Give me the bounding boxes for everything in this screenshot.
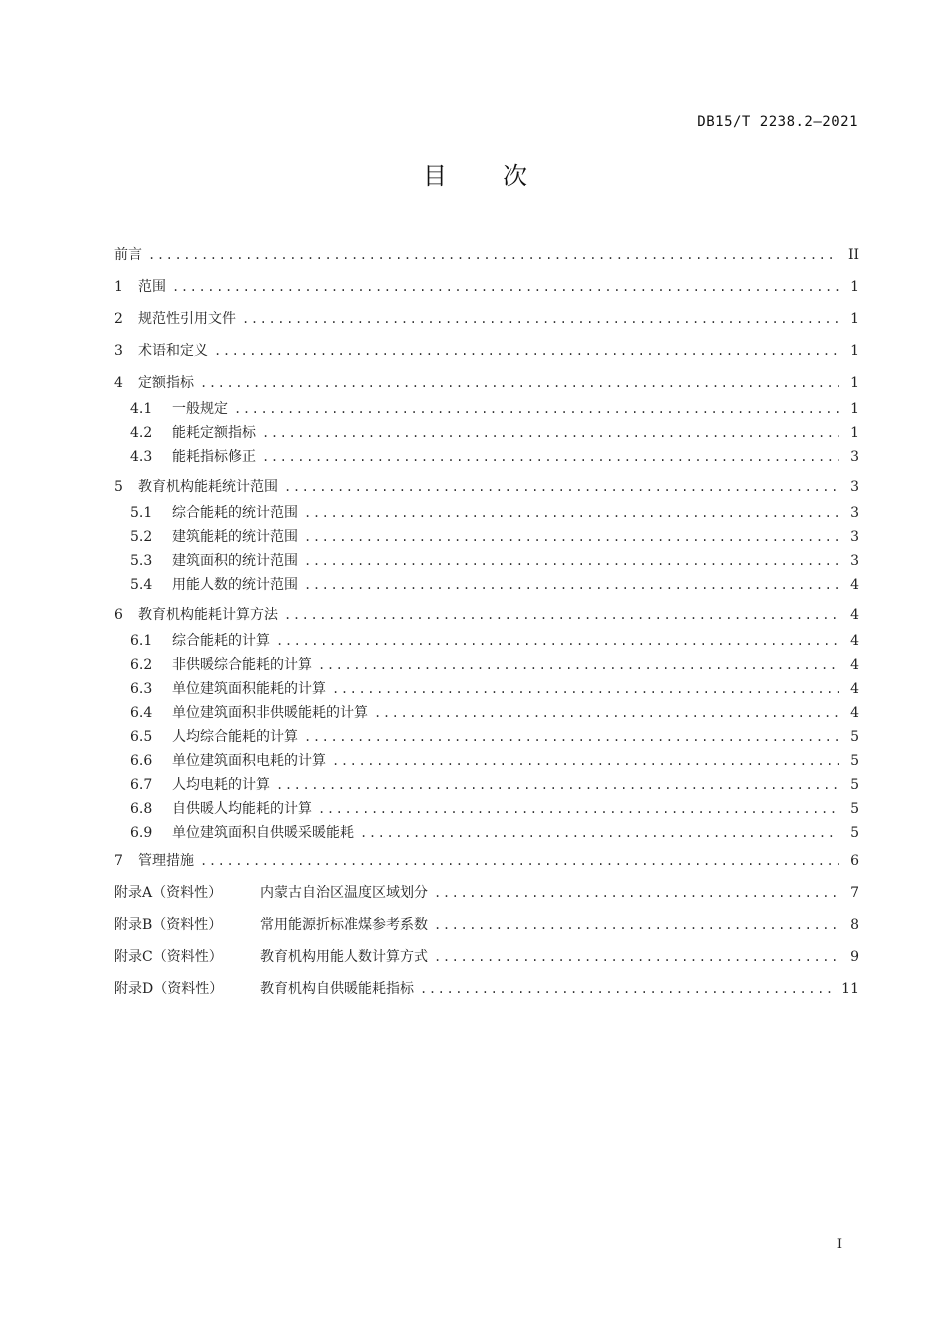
dot-leader	[318, 658, 839, 672]
dot-leader	[200, 376, 839, 390]
toc-entry-label	[114, 978, 414, 998]
toc-entry-label	[114, 604, 278, 624]
toc-entry-number: 附录D（资料性）	[114, 981, 224, 997]
toc-entry-title: 内蒙古自治区温度区域划分	[260, 885, 428, 901]
toc-entry-page: 4	[850, 577, 859, 593]
toc-entry[interactable]	[114, 850, 859, 870]
toc-entry-label	[114, 446, 256, 466]
toc-entry-page: 3	[850, 479, 859, 495]
toc-entry[interactable]	[114, 774, 859, 794]
toc-entry-number: 5.3	[130, 553, 153, 569]
dot-leader	[284, 608, 839, 622]
toc-entry-title: 建筑面积的统计范围	[172, 553, 298, 569]
toc-entry-page: 4	[850, 657, 859, 673]
dot-leader	[374, 706, 839, 720]
toc-entry-label	[114, 678, 326, 698]
toc-entry-label	[114, 774, 270, 794]
toc-entry-page: 1	[850, 343, 859, 359]
toc-entry[interactable]	[114, 726, 859, 746]
toc-entry-number: 6.8	[130, 801, 153, 817]
toc-entry[interactable]	[114, 574, 859, 594]
toc-entry-page: 3	[850, 553, 859, 569]
dot-leader	[318, 802, 839, 816]
toc-entry-label	[114, 550, 298, 570]
toc-entry[interactable]	[114, 372, 859, 392]
toc-entry[interactable]	[114, 702, 859, 722]
toc-entry-page: 1	[850, 311, 859, 327]
toc-entry-page: 6	[850, 853, 859, 869]
dot-leader	[332, 682, 839, 696]
toc-entry-label	[114, 822, 354, 842]
dot-leader	[242, 312, 839, 326]
toc-entry-page: 1	[850, 375, 859, 391]
toc-entry-label	[114, 946, 428, 966]
toc-entry[interactable]	[114, 502, 859, 522]
dot-leader	[304, 578, 839, 592]
toc-entry-page: 3	[850, 529, 859, 545]
dot-leader	[434, 886, 839, 900]
toc-entry-page: 11	[841, 981, 859, 997]
toc-entry-number: 4.2	[130, 425, 153, 441]
toc-entry[interactable]	[114, 308, 859, 328]
toc-entry[interactable]	[114, 750, 859, 770]
toc-entry-number: 6.3	[130, 681, 153, 697]
toc-entry-page: 8	[850, 917, 859, 933]
toc-entry-number: 5	[114, 479, 123, 495]
dot-leader	[304, 530, 839, 544]
toc-entry[interactable]	[114, 654, 859, 674]
toc-entry-label	[114, 630, 270, 650]
toc-entry-label	[114, 244, 142, 264]
toc-entry[interactable]	[114, 422, 859, 442]
toc-entry-label	[114, 702, 368, 722]
dot-leader	[284, 480, 839, 494]
toc-entry-number: 4	[114, 375, 123, 391]
toc-entry-label	[114, 726, 298, 746]
toc-entry[interactable]	[114, 398, 859, 418]
toc-entry-number: 6.9	[130, 825, 153, 841]
toc-entry-page: II	[847, 247, 859, 263]
toc-entry[interactable]	[114, 476, 859, 496]
dot-leader	[332, 754, 839, 768]
toc-entry[interactable]	[114, 822, 859, 842]
toc-entry-number: 6.6	[130, 753, 153, 769]
toc-entry-title: 用能人数的统计范围	[172, 577, 298, 593]
dot-leader	[420, 982, 835, 996]
dot-leader	[234, 402, 839, 416]
toc-entry-number: 2	[114, 311, 123, 327]
toc-entry-title: 能耗指标修正	[172, 449, 256, 465]
toc-entry-page: 5	[850, 729, 859, 745]
toc-entry-number: 6.7	[130, 777, 153, 793]
toc-entry-number: 7	[114, 853, 123, 869]
dot-leader	[276, 778, 839, 792]
toc-entry-label	[114, 526, 298, 546]
toc-entry-number: 6.1	[130, 633, 153, 649]
toc-entry-title: 教育机构自供暖能耗指标	[260, 981, 414, 997]
toc-entry-label	[114, 372, 194, 392]
toc-entry[interactable]	[114, 244, 859, 264]
toc-entry-page: 3	[850, 505, 859, 521]
toc-entry-number: 3	[114, 343, 123, 359]
toc-entry-number: 5.2	[130, 529, 153, 545]
toc-entry-title: 综合能耗的计算	[172, 633, 270, 649]
dot-leader	[304, 554, 839, 568]
toc-entry-title: 范围	[138, 279, 166, 295]
toc-entry-page: 5	[850, 777, 859, 793]
toc-entry-number: 附录B（资料性）	[114, 917, 223, 933]
toc-entry[interactable]	[114, 340, 859, 360]
toc-entry-label	[114, 574, 298, 594]
dot-leader	[262, 426, 839, 440]
page-title: 目次	[423, 162, 583, 190]
toc-entry-page: 5	[850, 825, 859, 841]
toc-entry-label	[114, 750, 326, 770]
toc-entry-title: 单位建筑面积电耗的计算	[172, 753, 326, 769]
dot-leader	[172, 280, 839, 294]
toc-entry-number: 附录A（资料性）	[114, 885, 223, 901]
toc-entry-title: 教育机构能耗计算方法	[138, 607, 278, 623]
toc-entry-page: 1	[850, 401, 859, 417]
standard-code: DB15/T 2238.2—2021	[697, 114, 858, 130]
toc-entry-title: 人均综合能耗的计算	[172, 729, 298, 745]
toc-entry-title: 术语和定义	[138, 343, 208, 359]
dot-leader	[360, 826, 839, 840]
toc-entry-title: 教育机构能耗统计范围	[138, 479, 278, 495]
toc-entry[interactable]	[114, 630, 859, 650]
dot-leader	[214, 344, 839, 358]
toc-entry-title: 单位建筑面积非供暖能耗的计算	[172, 705, 368, 721]
toc-entry[interactable]	[114, 678, 859, 698]
toc-entry[interactable]	[114, 882, 859, 902]
toc-entry-page: 7	[850, 885, 859, 901]
toc-entry[interactable]	[114, 276, 859, 296]
toc-entry-title: 教育机构用能人数计算方式	[260, 949, 428, 965]
toc-entry-title: 非供暖综合能耗的计算	[172, 657, 312, 673]
toc-entry-page: 4	[850, 705, 859, 721]
dot-leader	[148, 248, 839, 262]
dot-leader	[434, 950, 839, 964]
page-number: I	[836, 1237, 842, 1252]
dot-leader	[304, 730, 839, 744]
toc-entry[interactable]	[114, 946, 859, 966]
toc-entry-page: 3	[850, 449, 859, 465]
toc-entry-number: 6.4	[130, 705, 153, 721]
toc-entry-page: 4	[850, 681, 859, 697]
toc-entry-label	[114, 422, 256, 442]
toc-entry-label	[114, 882, 428, 902]
toc-entry-title: 常用能源折标准煤参考系数	[260, 917, 428, 933]
toc-entry-title: 建筑能耗的统计范围	[172, 529, 298, 545]
toc-entry-number: 6.5	[130, 729, 153, 745]
dot-leader	[200, 854, 839, 868]
dot-leader	[276, 634, 839, 648]
toc-entry-label	[114, 914, 428, 934]
toc-entry-title: 能耗定额指标	[172, 425, 256, 441]
toc-entry-label	[114, 502, 298, 522]
toc-entry[interactable]	[114, 914, 859, 934]
dot-leader	[262, 450, 839, 464]
toc-entry-number: 4.1	[130, 401, 153, 417]
toc-entry-page: 1	[850, 279, 859, 295]
toc-entry-title: 综合能耗的统计范围	[172, 505, 298, 521]
toc-entry[interactable]	[114, 526, 859, 546]
toc-entry-number: 附录C（资料性）	[114, 949, 223, 965]
toc-entry-page: 4	[850, 607, 859, 623]
toc-entry-page: 5	[850, 753, 859, 769]
dot-leader	[304, 506, 839, 520]
toc-entry-number: 5.4	[130, 577, 153, 593]
toc-entry-label	[114, 798, 312, 818]
toc-entry-label	[114, 276, 166, 296]
toc-entry-number: 6.2	[130, 657, 153, 673]
toc-entry-number: 1	[114, 279, 123, 295]
toc-entry-title: 前言	[114, 247, 142, 263]
toc-entry-page: 9	[850, 949, 859, 965]
toc-entry-number: 5.1	[130, 505, 153, 521]
toc-entry-page: 5	[850, 801, 859, 817]
toc-entry-title: 自供暖人均能耗的计算	[172, 801, 312, 817]
toc-entry-number: 4.3	[130, 449, 153, 465]
toc-entry-title: 人均电耗的计算	[172, 777, 270, 793]
toc-entry-label	[114, 308, 236, 328]
toc-entry-title: 管理措施	[138, 853, 194, 869]
toc-entry[interactable]	[114, 446, 859, 466]
toc-entry-title: 单位建筑面积自供暖采暖能耗	[172, 825, 354, 841]
toc-entry-title: 定额指标	[138, 375, 194, 391]
toc-entry-label	[114, 398, 228, 418]
toc-entry-title: 单位建筑面积能耗的计算	[172, 681, 326, 697]
toc-entry-page: 4	[850, 633, 859, 649]
toc-entry[interactable]	[114, 978, 859, 998]
toc-entry[interactable]	[114, 798, 859, 818]
toc-entry-label	[114, 654, 312, 674]
toc-entry[interactable]	[114, 550, 859, 570]
dot-leader	[434, 918, 839, 932]
toc-entry[interactable]	[114, 604, 859, 624]
toc-entry-label	[114, 340, 208, 360]
toc-entry-title: 一般规定	[172, 401, 228, 417]
toc-entry-title: 规范性引用文件	[138, 311, 236, 327]
toc-entry-page: 1	[850, 425, 859, 441]
toc-entry-label	[114, 850, 194, 870]
toc-entry-label	[114, 476, 278, 496]
toc-entry-number: 6	[114, 607, 123, 623]
